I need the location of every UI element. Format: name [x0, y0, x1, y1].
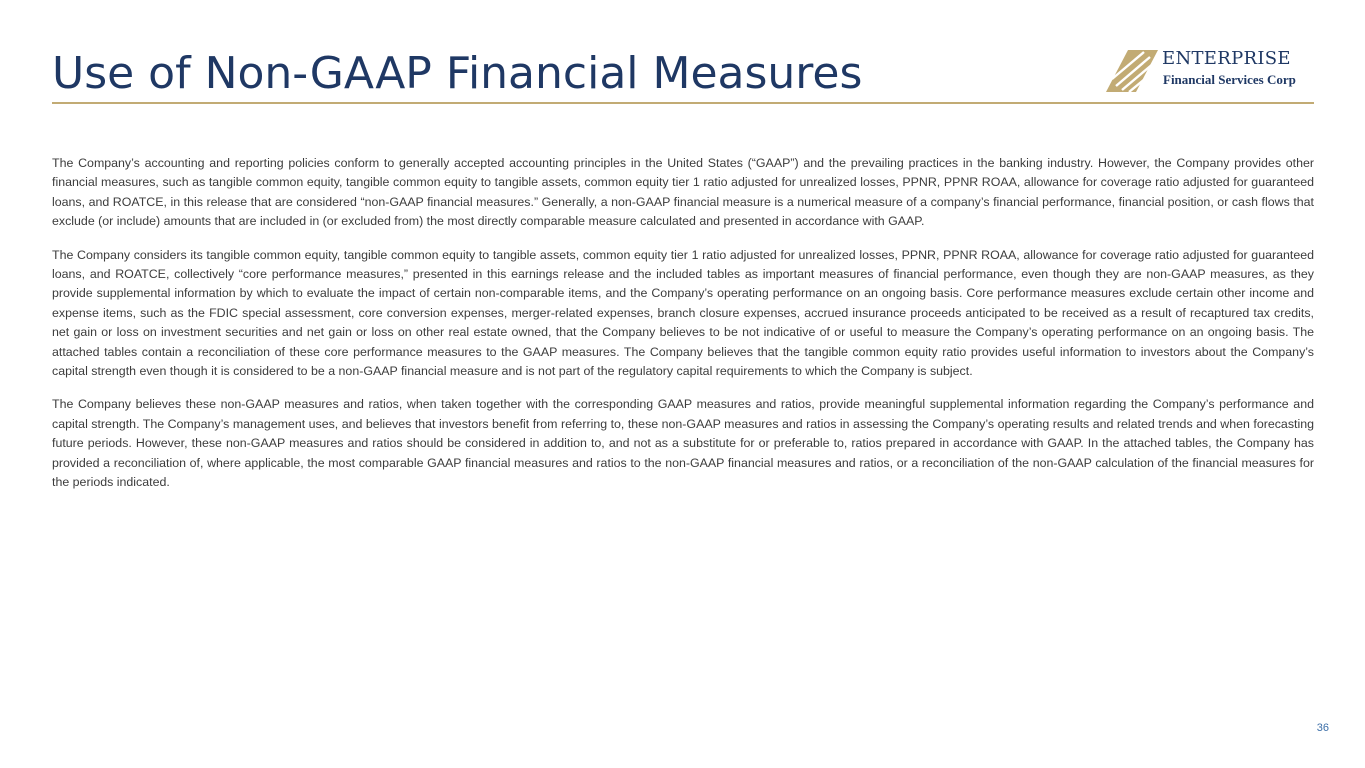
page-title: Use of Non-GAAP Financial Measures	[52, 48, 863, 99]
paragraph-non-gaap-usefulness: The Company believes these non-GAAP measures and ratios, when taken together with the corresponding GAAP measures and ratios, provide meaningful supplemental information regarding the Company’s performance and capital strength. The Company’s management uses, and believes that investors benefit from referring to, these non-GAAP measures and ratios in assessing the Company’s operating results and related trends and when forecasting future periods. However, these non-GAAP measures and ratios should be considered in addition to, and not as a substitute for or preferable to, ratios prepared in accordance with GAAP. In the attached tables, the Company has provided a reconciliation of, where applicable, the most comparable GAAP financial measures and ratios to the non-GAAP financial measures and ratios, or a reconciliation of the non-GAAP calculation of the financial measures for the periods indicated.	[52, 397, 1314, 490]
company-logo	[1106, 48, 1316, 94]
logo-subtitle: Financial Services Corp	[1163, 72, 1296, 87]
paragraph-gaap-policies: The Company’s accounting and reporting policies conform to generally accepted accounting principles in the United States (“GAAP”) and the prevailing practices in the banking industry. However, the Company provides other financial measures, such as tangible common equity, tangible common equity to tangible assets, common equity tier 1 ratio adjusted for unrealized losses, PPNR, PPNR ROAA, allowance for coverage ratio adjusted for guaranteed loans, and ROATCE, in this release that are considered “non-GAAP financial measures.” Generally, a non-GAAP financial measure is a numerical measure of a company’s financial performance, financial position, or cash flows that exclude (or include) amounts that are included in (or excluded from) the most directly comparable measure calculated and presented in accordance with GAAP.	[52, 156, 1314, 229]
body-text	[52, 154, 1314, 507]
paragraph-core-performance-measures: The Company considers its tangible common equity, tangible common equity to tangible assets, common equity tier 1 ratio adjusted for unrealized losses, PPNR, PPNR ROAA, allowance for coverage ratio adjusted for guaranteed loans, and ROATCE, collectively “core performance measures,” presented in this earnings release and the included tables as important measures of financial performance, even though they are non-GAAP measures, as they provide supplemental information by which to evaluate the impact of certain non-comparable items, and the Company’s operating performance on an ongoing basis. Core performance measures exclude certain other income and expense items, such as the FDIC special assessment, core conversion expenses, merger-related expenses, branch closure expenses, accrued insurance proceeds anticipated to be received as a result of recaptured tax credits, net gain or loss on investment securities and net gain or loss on other real estate owned, that the Company believes to be not indicative of or useful to measure the Company’s operating performance on an ongoing basis. The attached tables contain a reconciliation of these core performance measures to the GAAP measures. The Company believes that the tangible common equity ratio provides useful information to investors about the Company’s capital strength even though it is considered to be a non-GAAP financial measure and is not part of the regulatory capital requirements to which the Company is subject.	[52, 247, 1314, 379]
logo-name: ENTERPRISE	[1162, 48, 1291, 69]
striped-parallelogram-logo-icon	[1106, 50, 1158, 92]
page-number: 36	[1316, 722, 1329, 734]
title-divider	[52, 102, 1314, 104]
